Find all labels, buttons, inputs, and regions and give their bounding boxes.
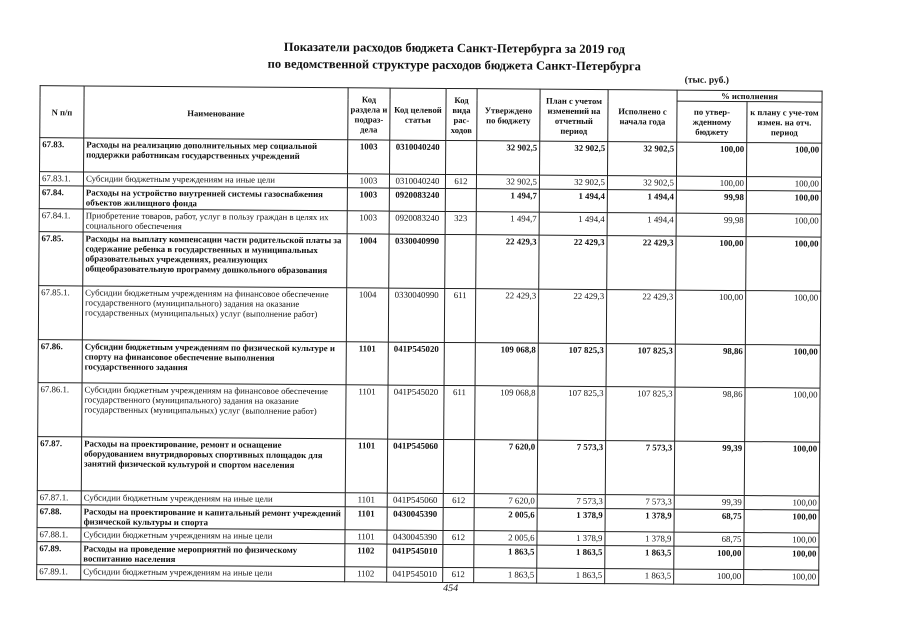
cell-section: 1101 [345, 439, 387, 493]
cell-approved: 1 494,7 [476, 189, 539, 212]
cell-pct-plan: 100,00 [744, 442, 819, 497]
cell-pct-plan: 100,00 [746, 214, 821, 238]
units-label: (тыс. руб.) [684, 75, 730, 86]
cell-num: 67.84.1. [39, 209, 83, 232]
cell-executed: 107 825,3 [606, 344, 675, 387]
cell-expense-type [443, 544, 474, 567]
cell-approved: 22 429,3 [475, 289, 538, 343]
cell-plan: 1 378,9 [537, 508, 605, 531]
cell-name: Субсидии бюджетным учреждениям на иные цели [81, 565, 345, 582]
header-name: Наименование [84, 86, 348, 140]
cell-name: Расходы на выплату компенсации части родительской платы за содержание ребенка в государственных и муниципальных образовательных учреждениях, реализующих общеобразовательную программу дошкольного образования [83, 232, 347, 288]
cell-name: Субсидии бюджетным учреждениям на иные цели [83, 172, 347, 188]
cell-pct-approved: 68,75 [674, 532, 744, 546]
cell-target: 041P545020 [388, 342, 444, 385]
cell-section: 1004 [347, 234, 389, 288]
cell-plan: 1 494,4 [539, 212, 607, 235]
cell-expense-type: 611 [444, 385, 475, 439]
cell-name: Расходы на проектирование, ремонт и оснащение оборудованием внутридворовых спортивных площадок для занятий физической культурой и спортом населения [81, 437, 345, 493]
cell-num: 67.85.1. [38, 286, 82, 340]
cell-name: Субсидии бюджетным учреждениям на финансовое обеспечение государственного (муниципального) задания на оказание государственных (муниципальных) услуг (выполнение работ) [82, 286, 346, 342]
cell-pct-approved: 98,86 [675, 387, 745, 441]
cell-num: 67.86. [38, 340, 82, 383]
cell-plan: 7 573,3 [537, 440, 605, 494]
cell-num: 67.89. [37, 542, 81, 565]
header-pct-plan: к плану с уче-том измен. на отч. период [747, 102, 822, 144]
cell-executed: 7 573,3 [605, 495, 674, 509]
cell-pct-approved: 99,39 [674, 495, 744, 509]
cell-section: 1003 [347, 188, 389, 211]
cell-executed: 107 825,3 [606, 387, 675, 441]
cell-plan: 107 825,3 [538, 386, 606, 440]
header-pct-group: % исполнения [677, 90, 822, 102]
cell-plan: 1 863,5 [537, 568, 605, 583]
cell-name: Субсидии бюджетным учреждениям на иные цели [81, 528, 345, 544]
cell-section: 1101 [346, 385, 388, 439]
cell-pct-plan: 100,00 [744, 496, 819, 511]
cell-plan: 107 825,3 [538, 343, 606, 386]
cell-pct-plan: 100,00 [744, 533, 819, 548]
cell-pct-plan: 100,00 [744, 510, 819, 534]
cell-section: 1003 [347, 211, 389, 234]
cell-section: 1101 [345, 530, 387, 544]
header-target: Код целевой статьи [390, 88, 446, 140]
header-expense-type: Код вида рас-ходов [446, 88, 477, 140]
cell-plan: 7 573,3 [537, 494, 605, 508]
cell-name: Субсидии бюджетным учреждениям по физической культуре и спорту на финансовое обеспечение выполнения государственного задания [82, 340, 346, 385]
cell-expense-type [446, 140, 477, 174]
cell-name: Субсидии бюджетным учреждениям на финансовое обеспечение государственного (муниципального) задания на оказание государственных (муниципальных) услуг (выполнение работ) [82, 383, 346, 439]
cell-approved: 109 068,8 [475, 343, 538, 386]
cell-section: 1003 [348, 140, 390, 174]
page-number: 454 [443, 582, 459, 595]
cell-num: 67.88.1. [37, 528, 81, 542]
header-num: N п/п [40, 86, 84, 138]
cell-section: 1101 [345, 493, 387, 507]
cell-pct-plan: 100,00 [746, 237, 821, 292]
cell-expense-type: 323 [445, 211, 476, 234]
cell-name: Субсидии бюджетным учреждениям на иные цели [81, 491, 345, 507]
cell-expense-type: 612 [445, 174, 476, 188]
document-subtitle: по ведомственной структуре расходов бюджета Санкт-Петербурга [267, 56, 641, 74]
cell-plan: 22 429,3 [538, 289, 606, 343]
cell-expense-type [444, 342, 475, 385]
table-row [39, 232, 821, 291]
cell-pct-plan: 100,00 [747, 143, 822, 178]
cell-name: Расходы на устройство внутренней системы газоснабжения объектов жилищного фонда [83, 186, 347, 211]
cell-pct-approved: 100,00 [674, 546, 744, 569]
cell-pct-approved: 100,00 [676, 176, 746, 190]
header-plan: План с учетом изменений на отчетный период [540, 89, 608, 141]
cell-executed: 1 494,4 [607, 190, 676, 213]
cell-num: 67.87. [37, 437, 81, 491]
cell-pct-approved: 100,00 [677, 142, 747, 176]
cell-approved: 7 620,0 [474, 440, 537, 494]
cell-expense-type: 612 [443, 567, 474, 582]
header-section: Код раздела и подраз-дела [348, 88, 390, 140]
cell-approved: 1 863,5 [474, 568, 537, 583]
cell-pct-approved: 100,00 [676, 236, 746, 290]
cell-executed: 1 863,5 [605, 569, 674, 584]
cell-pct-approved: 100,00 [674, 569, 744, 584]
cell-target: 041P545020 [388, 385, 444, 439]
cell-section: 1003 [347, 174, 389, 188]
cell-executed: 32 902,5 [608, 142, 677, 176]
cell-approved: 109 068,8 [475, 386, 538, 440]
header-approved: Утверждено по бюджету [477, 89, 540, 141]
cell-plan: 1 863,5 [537, 545, 605, 568]
cell-approved: 1 494,7 [476, 212, 539, 235]
cell-pct-plan: 100,00 [746, 177, 821, 192]
cell-plan: 32 902,5 [539, 175, 607, 189]
table-row [37, 437, 819, 496]
cell-target: 0310040240 [390, 140, 446, 174]
cell-target: 0430045390 [387, 530, 443, 544]
cell-name: Расходы на реализацию дополнительных мер социальной поддержки работникам государственных учреждений [84, 138, 348, 174]
cell-num: 67.83. [40, 138, 84, 172]
cell-expense-type [445, 234, 476, 288]
cell-target: 041P545010 [387, 567, 443, 582]
cell-section: 1102 [345, 544, 387, 567]
cell-pct-plan: 100,00 [744, 570, 819, 586]
cell-section: 1101 [346, 342, 388, 385]
cell-num: 67.87.1. [37, 491, 81, 505]
cell-plan: 32 902,5 [540, 141, 608, 175]
cell-num: 67.86.1. [38, 383, 82, 437]
cell-pct-approved: 100,00 [675, 290, 745, 344]
cell-approved: 2 005,6 [474, 531, 537, 545]
table-row [40, 138, 822, 177]
cell-plan: 22 429,3 [539, 235, 607, 289]
cell-expense-type [443, 507, 474, 530]
cell-approved: 2 005,6 [474, 508, 537, 531]
cell-expense-type: 611 [444, 288, 475, 342]
cell-name: Расходы на проектирование и капитальный ремонт учреждений физической культуры и спорта [81, 505, 345, 530]
cell-pct-approved: 99,39 [674, 441, 744, 495]
cell-pct-approved: 99,98 [676, 213, 746, 236]
cell-target: 0920083240 [389, 188, 445, 211]
cell-expense-type: 612 [443, 530, 474, 544]
cell-approved: 32 902,5 [477, 141, 540, 175]
cell-executed: 32 902,5 [607, 176, 676, 190]
header-pct-approved: по утвер-жденному бюджету [677, 101, 747, 142]
cell-executed: 22 429,3 [606, 290, 675, 344]
cell-target: 0920083240 [389, 211, 445, 234]
cell-pct-plan: 100,00 [745, 388, 820, 443]
cell-pct-plan: 100,00 [745, 291, 820, 346]
cell-pct-plan: 100,00 [745, 345, 820, 389]
cell-pct-approved: 68,75 [674, 509, 744, 532]
cell-executed: 1 378,9 [605, 509, 674, 532]
cell-num: 67.88. [37, 505, 81, 528]
cell-pct-plan: 100,00 [746, 191, 821, 215]
table-row [38, 383, 820, 442]
cell-approved: 22 429,3 [476, 235, 539, 289]
document-title: Показатели расходов бюджета Санкт-Петербурга за 2019 год [283, 39, 626, 57]
cell-expense-type [445, 188, 476, 211]
cell-pct-approved: 98,86 [675, 344, 745, 387]
cell-name: Приобретение товаров, работ, услуг в пользу граждан в целях их социального обеспечения [83, 209, 347, 234]
cell-num: 67.83.1. [39, 172, 83, 186]
cell-plan: 1 494,4 [539, 189, 607, 212]
cell-section: 1102 [345, 567, 387, 582]
cell-num: 67.89.1. [37, 565, 81, 580]
cell-target: 0330040990 [388, 288, 444, 342]
cell-executed: 22 429,3 [607, 236, 676, 290]
cell-pct-plan: 100,00 [744, 547, 819, 571]
cell-target: 0330040990 [389, 234, 445, 288]
table-row [38, 286, 820, 345]
cell-executed: 7 573,3 [605, 441, 674, 495]
header-executed: Исполнено с начала года [608, 90, 677, 142]
cell-plan: 1 378,9 [537, 531, 605, 545]
cell-approved: 32 902,5 [476, 175, 539, 189]
table-header-row [40, 86, 822, 102]
cell-target: 041P545060 [387, 493, 443, 507]
cell-target: 0310040240 [389, 174, 445, 188]
cell-num: 67.84. [39, 186, 83, 209]
cell-pct-approved: 99,98 [676, 190, 746, 213]
cell-target: 041P545060 [387, 439, 443, 493]
cell-target: 041P545010 [387, 544, 443, 567]
cell-approved: 7 620,0 [474, 494, 537, 508]
cell-name: Расходы на проведение мероприятий по физическому воспитанию населения [81, 542, 345, 567]
cell-section: 1004 [346, 288, 388, 342]
cell-section: 1101 [345, 507, 387, 530]
cell-expense-type: 612 [443, 493, 474, 507]
cell-executed: 1 378,9 [605, 532, 674, 546]
cell-executed: 1 863,5 [605, 546, 674, 569]
table-row [38, 340, 820, 388]
cell-approved: 1 863,5 [474, 545, 537, 568]
cell-target: 0430045390 [387, 507, 443, 530]
cell-executed: 1 494,4 [607, 213, 676, 236]
expense-table [36, 85, 822, 585]
cell-num: 67.85. [39, 232, 83, 286]
cell-expense-type [443, 439, 474, 493]
table-body [37, 138, 822, 585]
